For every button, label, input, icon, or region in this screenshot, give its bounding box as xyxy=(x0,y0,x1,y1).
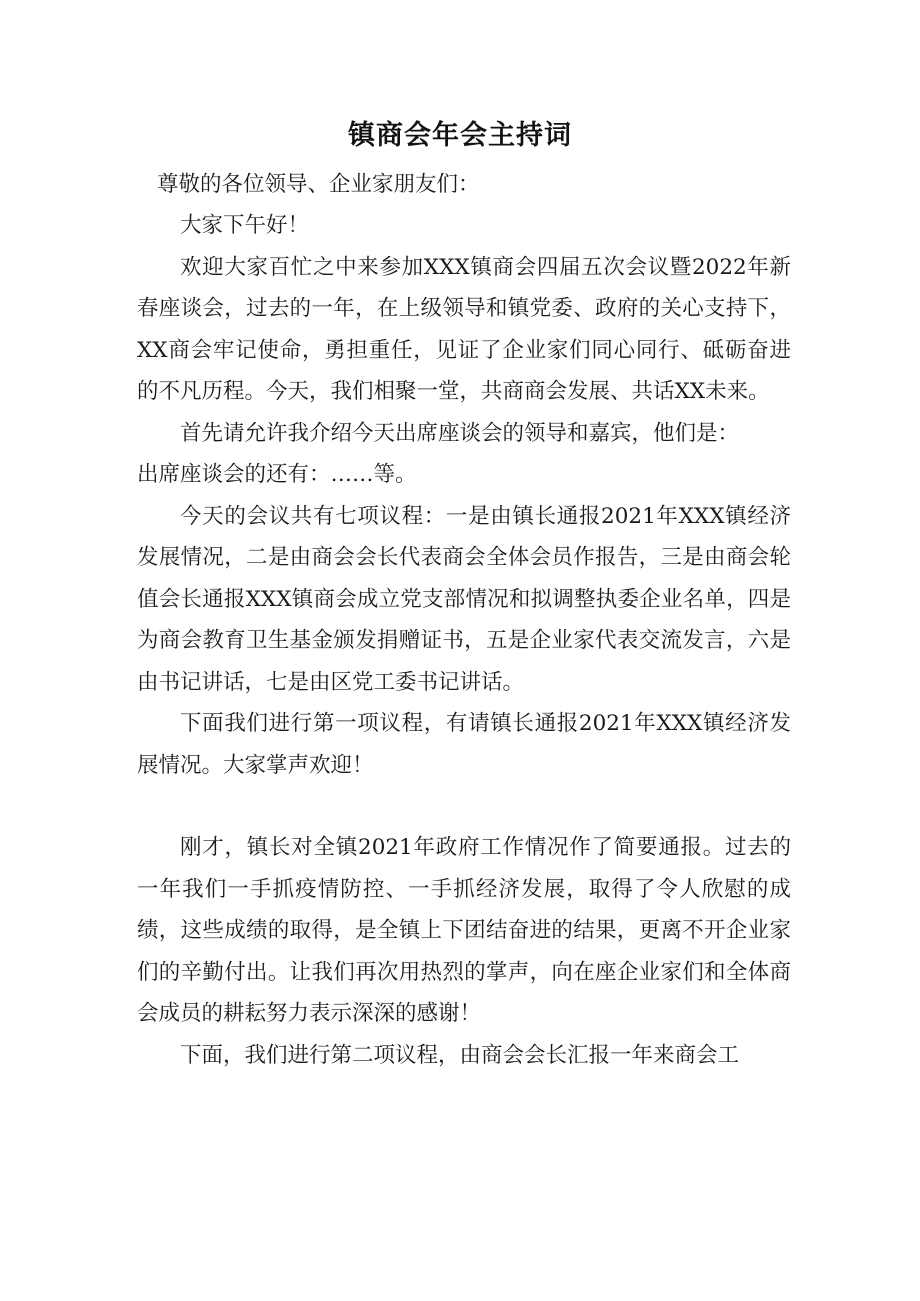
document-body xyxy=(137,205,791,1076)
paragraph-attendees: 出席座谈会的还有：……等。 xyxy=(137,462,417,487)
paragraph-second-item: 下面，我们进行第二项议程，由商会会长汇报一年来商会工 xyxy=(180,1042,740,1068)
paragraph-introduction: 首先请允许我介绍今天出席座谈会的领导和嘉宾，他们是： xyxy=(180,420,740,446)
salutation: 尊敬的各位领导、企业家朋友们： xyxy=(157,172,480,197)
document-title: 镇商会年会主持词 xyxy=(348,120,572,151)
paragraph-agenda: 今天的会议共有七项议程：一是由镇长通报2021年XXX镇经济发展情况，二是由商会会长代表商会全体会员作报告，三是由商会轮值会长通报XXX镇商会成立党支部情况和拟调整执委企业名单，四是为商会教育卫生基金颁发捐赠证书，五是企业家代表交流发言，六是由书记讲话，七是由区党工委书记讲话。 xyxy=(137,503,791,695)
paragraph-summary: 刚才，镇长对全镇2021年政府工作情况作了简要通报。过去的一年我们一手抓疫情防控、一手抓经济发展，取得了令人欣慰的成绩，这些成绩的取得，是全镇上下团结奋进的结果，更离不开企业家们的辛勤付出。让我们再次用热烈的掌声，向在座企业家们和全体商会成员的耕耘努力表示深深的感谢！ xyxy=(137,835,791,1026)
paragraph-greeting: 大家下午好！ xyxy=(180,213,310,238)
paragraph-first-item: 下面我们进行第一项议程，有请镇长通报2021年XXX镇经济发展情况。大家掌声欢迎！ xyxy=(137,711,791,778)
paragraph-gap xyxy=(137,786,791,827)
paragraph-welcome: 欢迎大家百忙之中来参加XXX镇商会四届五次会议暨2022年新春座谈会，过去的一年，在上级领导和镇党委、政府的关心支持下，XX商会牢记使命，勇担重任，见证了企业家们同心同行、砥砺奋进的不凡历程。今天，我们相聚一堂，共商商会发展、共话XX未来。 xyxy=(137,254,791,404)
